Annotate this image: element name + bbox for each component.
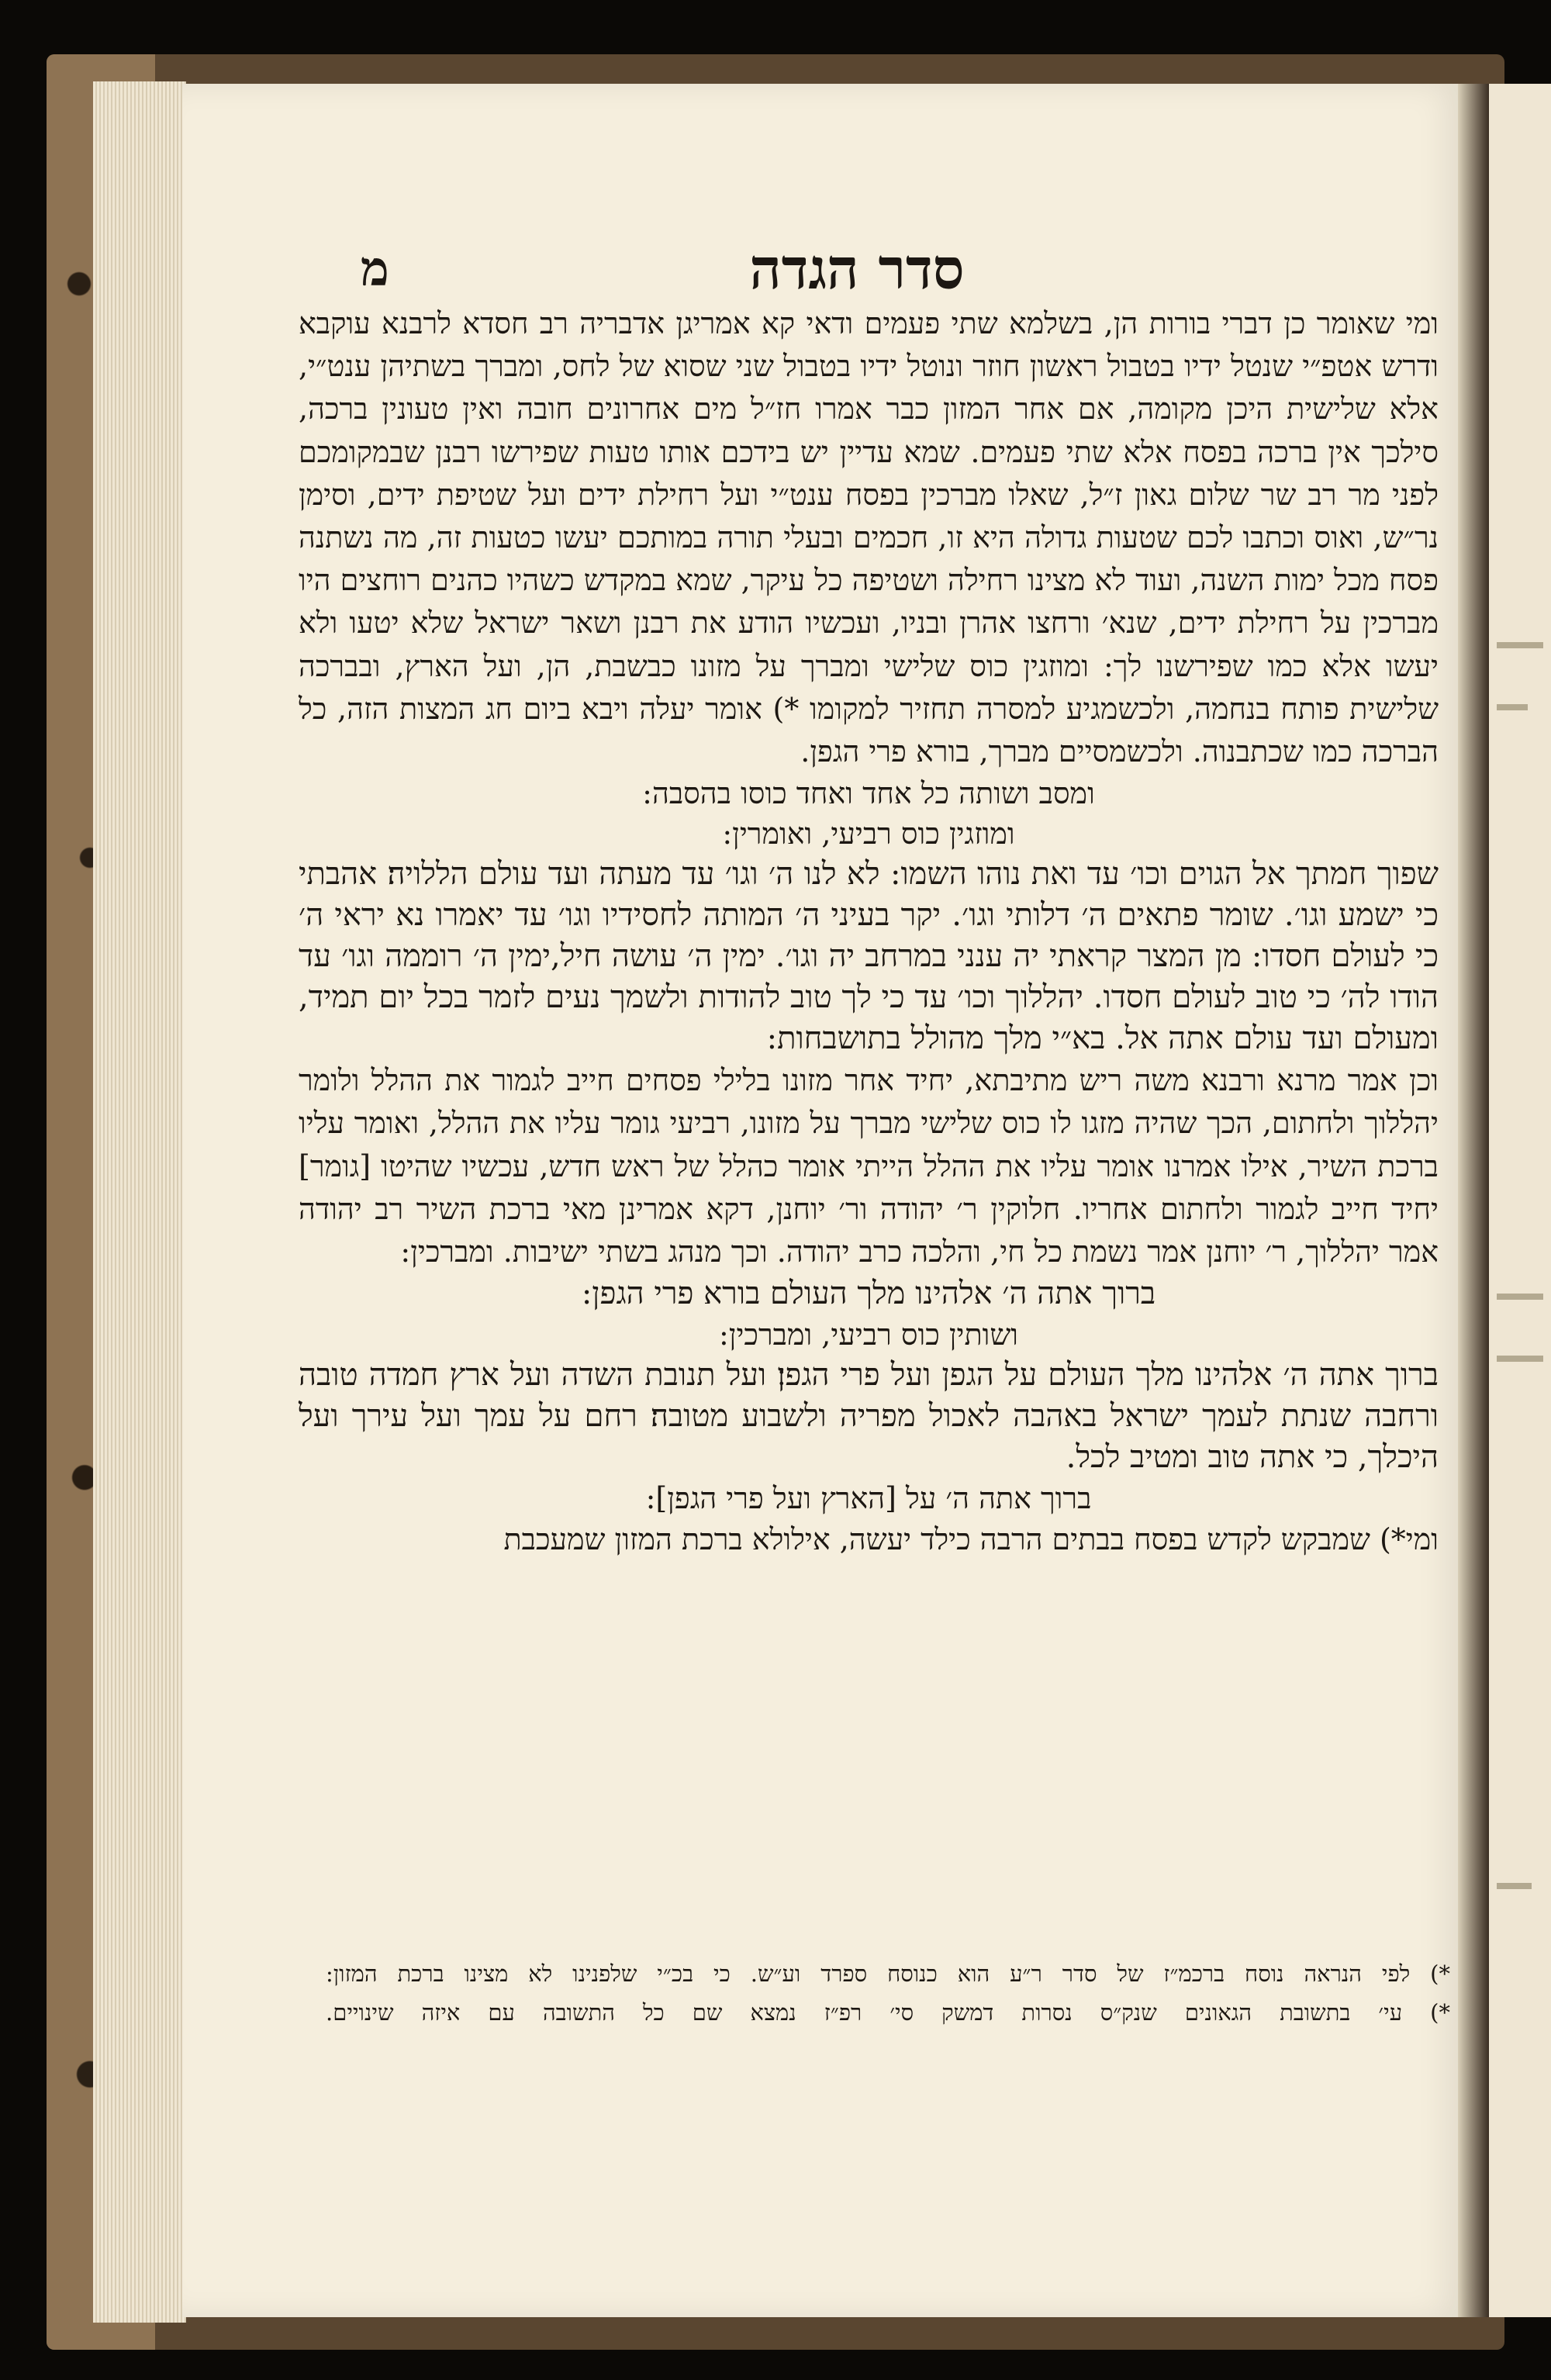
footnote: *) עי׳ בתשובת הגאונים שנק״ס נסרות דמשק סי׳ רפ״ז נמצא שם כל התשובה עם איזה שינויים. bbox=[326, 1999, 1450, 2026]
page-number: מ bbox=[361, 240, 389, 297]
footnotes bbox=[326, 1954, 1450, 2032]
page-title: סדר הגדה bbox=[749, 236, 965, 302]
next-page-edge bbox=[1489, 84, 1551, 2317]
blessing-line: ברוך אתה ה׳ על [הארץ ועל פרי הגפן]: bbox=[645, 1481, 1092, 1516]
footnote: *) לפי הנראה נוסח ברכמ״ז של סדר ר״ע הוא כנוסח ספרד וע״ש. כי בכ״י שלפנינו לא מצינו ברכת המזון: bbox=[326, 1960, 1450, 1987]
page-edges bbox=[93, 81, 186, 2323]
paragraph-commentary: ומי*) שמבקש לקדש בפסח בבתים הרבה כילד יעשה, אילולא ברכת המזון שמעכבת bbox=[503, 1522, 1439, 1557]
instruction-line: ומוזגין כוס רביעי, ואומרין: bbox=[722, 817, 1015, 851]
text-body bbox=[299, 302, 1439, 1561]
instruction-line: ומסב ושותה כל אחד ואחד כוסו בהסבה: bbox=[642, 776, 1095, 811]
blessing-line: ברוך אתה ה׳ אלהינו מלך העולם בורא פרי הגפן: bbox=[581, 1276, 1156, 1312]
paragraph-commentary: וכן אמר מרנא ורבנא משה ריש מתיבתא, יחיד אחר מזונו בלילי פסחים חייב לגמור את ההלל ולומר יהללוך ולחתום, הכך שהיה מזגו לו כוס שלישי מברך על מזונו, רביעי גומר עליו את ההלל, ואומר עליו ברכת השיר, אילו אמרנו אומר עליו את ההלל הייתי אומר כהלל של ראש חדש, עכשיו שהיטו [גומר] יחיד חייב לגמור ולחתום אחריו. חלוקין ר׳ יהודה ור׳ יוחנן, דקא אמרינן מאי ברכת השיר רב יהודה אמר יהללוך, ר׳ יוחנן אמר נשמת כל חי, והלכה כרב יהודה. וכך מנהג בשתי ישיבות. ומברכין: bbox=[299, 1063, 1439, 1269]
instruction-line: ושותין כוס רביעי, ומברכין: bbox=[718, 1318, 1019, 1352]
page-header bbox=[299, 236, 1439, 302]
hallel-paragraph: שפוך חמתך אל הגוים וכו׳ עד ואת נוהו השמו: לא לנו ה׳ וגו׳ עד מעתה ועד עולם הללויה׃ אהבתי כי ישמע וגו׳. שומר פתאים ה׳ דלותי וגו׳. יקר בעיני ה׳ המותה לחסידיו וגו׳ עד יאמרו נא יראי ה׳ כי לעולם חסדו: מן המצר קראתי יה ענני במרחב יה וגו׳. ימין ה׳ עושה חיל,ימין ה׳ רוממה וגו׳ עד הודו לה׳ כי טוב לעולם חסדו. יהללוך וכו׳ עד כי לך טוב להודות ולשמך נעים לזמר בכל יום תמיד, ומעולם ועד עולם אתה אל. בא״י מלך מהולל בתושבחות: bbox=[299, 856, 1439, 1057]
blessing-paragraph: ברוך אתה ה׳ אלהינו מלך העולם על הגפן ועל פרי הגפן׃ ועל תנובת השדה ועל ארץ חמדה טובה ורחבה שנתת לעמך ישראל באהבה לאכול מפריה ולשבוע מטובה׃ רחם על עמך ועל עירך ועל היכלך, כי אתה טוב ומטיב לכל. bbox=[299, 1357, 1439, 1476]
book-gutter bbox=[1458, 84, 1489, 2317]
paragraph-commentary: ומי שאומר כן דברי בורות הן, בשלמא שתי פעמים ודאי קא אמריגן אדבריה רב חסדא לרבנא עוקבא ודרש אטפ״י שנטל ידיו בטבול ראשון חוזר ונוטל ידיו בטבול שני שסוא של לחס, ומברך בשתיהן ענט״י, אלא שלישית היכן מקומה, אם אחר המזון כבר אמרו חז״ל מים אחרונים חובה ואין טעונין ברכה, סילכך אין ברכה בפסח אלא שתי פעמים. שמא עדיין יש בידכם אותו טעות שפירשו רבנן שבמקומכם לפני מר רב שר שלום גאון ז״ל, שאלו מברכין בפסח ענט״י ועל רחילת ידים ועל שטיפת ידים, וסימן נר״ש, ואוס וכתבו לכם שטעות גדולה היא זו, חכמים ובעלי תורה במותכם יעשו כטעות זה, מה נשתנה פסח מכל ימות השנה, ועוד לא מצינו רחילה ושטיפה כל עיקר, שמא במקדש כשהיו כהנים רוחצים היו מברכין על רחילת ידים, שנא׳ ורחצו אהרן ובניו, ועכשיו הודע את רבנן ושאר ישראל שלא יטעו ולא יעשו אלא כמו שפירשנו לך: ומוזגין כוס שלישי ומברך על מזונו כבשבת, הן, ועל הארץ, ובברכה שלישית פותח בנחמה, ולכשמגיע למסרה תחזיר למקומו *) אומר יעלה ויבא ביום חג המצות הזה, כל הברכה כמו שכתבנוה. ולכשמסיים מברך, בורא פרי הגפן. bbox=[299, 306, 1439, 769]
